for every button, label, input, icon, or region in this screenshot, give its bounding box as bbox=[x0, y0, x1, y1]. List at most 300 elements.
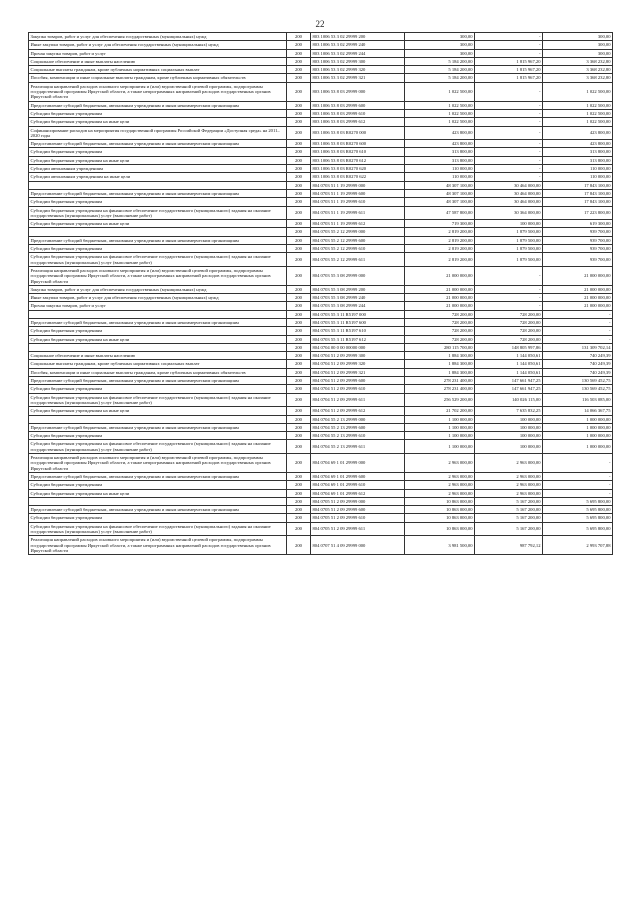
row-org-code-cell: 200 bbox=[287, 536, 311, 555]
row-org-code-cell: 200 bbox=[287, 393, 311, 407]
table-row bbox=[29, 206, 613, 220]
table-row bbox=[29, 126, 613, 140]
row-executed-amount-cell: 1 879 500,00 bbox=[475, 245, 543, 253]
row-executed-amount-cell: 5 167 200,00 bbox=[475, 497, 543, 505]
row-executed-amount-cell: 5 167 200,00 bbox=[475, 522, 543, 536]
row-executed-amount-cell: 148 805 997,86 bbox=[475, 343, 543, 351]
row-budget-code-cell: 803 1006 53 8 03 29999 000 bbox=[311, 82, 405, 101]
row-budget-code-cell: 804 0705 51 2 09 29999 611 bbox=[311, 522, 405, 536]
row-executed-amount-cell: 1 144 050,61 bbox=[475, 368, 543, 376]
row-org-code-cell: 200 bbox=[287, 506, 311, 514]
row-budget-code-cell: 804 0703 55 3 08 29999 200 bbox=[311, 285, 405, 293]
row-approved-amount-cell: 21 000 000,00 bbox=[405, 285, 475, 293]
row-approved-amount-cell: 2 963 000,00 bbox=[405, 454, 475, 473]
row-executed-amount-cell: 1 144 050,61 bbox=[475, 360, 543, 368]
row-budget-code-cell: 803 1006 53 8 03 R0270 610 bbox=[311, 148, 405, 156]
row-executed-amount-cell: 987 792,12 bbox=[475, 536, 543, 555]
row-org-code-cell: 200 bbox=[287, 310, 311, 318]
row-remaining-amount-cell: 423 800,00 bbox=[543, 126, 613, 140]
row-org-code-cell: 200 bbox=[287, 343, 311, 351]
row-executed-amount-cell: 728 200,00 bbox=[475, 335, 543, 343]
row-executed-amount-cell: 30 464 000,00 bbox=[475, 198, 543, 206]
row-approved-amount-cell: 300,00 bbox=[405, 41, 475, 49]
row-name-cell: Предоставление субсидий бюджетным, автономным учреждениям и иным некоммерческим организациям bbox=[29, 318, 287, 326]
row-name-cell: Субсидии бюджетным учреждениям на иные цели bbox=[29, 220, 287, 228]
row-name-cell: Субсидии бюджетным учреждениям на финансовое обеспечение государственного (муниципального) задания на оказание государственных (муниципальных) услуг (выполнение работ) bbox=[29, 393, 287, 407]
row-approved-amount-cell: 728 200,00 bbox=[405, 310, 475, 318]
page-number: 22 bbox=[315, 19, 325, 29]
table-row bbox=[29, 522, 613, 536]
row-remaining-amount-cell: 300,00 bbox=[543, 33, 613, 41]
row-org-code-cell: 200 bbox=[287, 82, 311, 101]
table-row bbox=[29, 407, 613, 415]
row-org-code-cell: 200 bbox=[287, 189, 311, 197]
table-row bbox=[29, 33, 613, 41]
row-org-code-cell: 200 bbox=[287, 206, 311, 220]
row-executed-amount-cell: - bbox=[475, 266, 543, 285]
row-org-code-cell: 200 bbox=[287, 266, 311, 285]
row-remaining-amount-cell: 21 000 000,00 bbox=[543, 294, 613, 302]
row-approved-amount-cell: 5 184 200,00 bbox=[405, 74, 475, 82]
row-name-cell: Софинансирование расходов на мероприятия государственной программы Российской Федерации «Доступная среда» на 2011–2020 годы bbox=[29, 126, 287, 140]
row-org-code-cell: 200 bbox=[287, 173, 311, 181]
row-approved-amount-cell: 10 863 000,00 bbox=[405, 522, 475, 536]
row-budget-code-cell: 804 0703 51 1 19 29999 600 bbox=[311, 189, 405, 197]
row-remaining-amount-cell: 5 695 800,00 bbox=[543, 522, 613, 536]
table-row bbox=[29, 266, 613, 285]
table-row bbox=[29, 514, 613, 522]
row-org-code-cell: 200 bbox=[287, 148, 311, 156]
table-row bbox=[29, 253, 613, 267]
budget-table bbox=[28, 32, 613, 555]
row-org-code-cell: 200 bbox=[287, 245, 311, 253]
row-remaining-amount-cell: 1 022 500,00 bbox=[543, 82, 613, 101]
row-executed-amount-cell: - bbox=[475, 118, 543, 126]
row-budget-code-cell: 804 0703 51 1 19 29999 611 bbox=[311, 206, 405, 220]
row-name-cell: Субсидии бюджетным учреждениям bbox=[29, 514, 287, 522]
row-remaining-amount-cell: 1 000 000,00 bbox=[543, 415, 613, 423]
row-approved-amount-cell: 21 702 200,00 bbox=[405, 407, 475, 415]
row-approved-amount-cell: 110 000,00 bbox=[405, 165, 475, 173]
row-name-cell: Субсидии бюджетным учреждениям на финансовое обеспечение государственного (муниципального) задания на оказание государственных (муниципальных) услуг (выполнение работ) bbox=[29, 206, 287, 220]
table-row bbox=[29, 109, 613, 117]
table-row bbox=[29, 423, 613, 431]
row-executed-amount-cell: 100 000,00 bbox=[475, 432, 543, 440]
row-remaining-amount-cell: 110 000,00 bbox=[543, 173, 613, 181]
table-row bbox=[29, 82, 613, 101]
table-row bbox=[29, 454, 613, 473]
row-approved-amount-cell: 2 963 000,00 bbox=[405, 489, 475, 497]
row-budget-code-cell: 804 0704 51 2 09 29999 320 bbox=[311, 360, 405, 368]
row-executed-amount-cell: 30 464 000,00 bbox=[475, 181, 543, 189]
row-remaining-amount-cell: 5 695 800,00 bbox=[543, 497, 613, 505]
row-name-cell: Закупка товаров, работ и услуг для обеспечения государственных (муниципальных) нужд bbox=[29, 33, 287, 41]
row-budget-code-cell: 804 0704 55 2 13 29999 600 bbox=[311, 423, 405, 431]
table-row bbox=[29, 294, 613, 302]
row-name-cell: Субсидии бюджетным учреждениям bbox=[29, 481, 287, 489]
row-remaining-amount-cell: 1 022 500,00 bbox=[543, 118, 613, 126]
row-budget-code-cell: 804 0704 69 1 01 29999 600 bbox=[311, 472, 405, 480]
row-executed-amount-cell: 100 000,00 bbox=[475, 440, 543, 454]
table-row bbox=[29, 352, 613, 360]
table-row bbox=[29, 66, 613, 74]
row-approved-amount-cell: 313 800,00 bbox=[405, 148, 475, 156]
table-row bbox=[29, 140, 613, 148]
row-executed-amount-cell: - bbox=[475, 285, 543, 293]
row-org-code-cell: 200 bbox=[287, 33, 311, 41]
table-row bbox=[29, 343, 613, 351]
row-org-code-cell: 200 bbox=[287, 302, 311, 310]
row-remaining-amount-cell: - bbox=[543, 481, 613, 489]
row-org-code-cell: 200 bbox=[287, 118, 311, 126]
row-budget-code-cell: 804 0703 51 1 19 29999 610 bbox=[311, 198, 405, 206]
row-executed-amount-cell: 5 167 200,00 bbox=[475, 514, 543, 522]
row-budget-code-cell: 803 1006 53 3 02 29999 244 bbox=[311, 49, 405, 57]
row-remaining-amount-cell: 939 700,00 bbox=[543, 245, 613, 253]
row-executed-amount-cell: 7 635 832,25 bbox=[475, 407, 543, 415]
row-approved-amount-cell: 423 800,00 bbox=[405, 126, 475, 140]
row-name-cell: Субсидии автономным учреждениям bbox=[29, 165, 287, 173]
row-remaining-amount-cell: 130 569 452,75 bbox=[543, 377, 613, 385]
row-approved-amount-cell: 21 000 000,00 bbox=[405, 266, 475, 285]
row-budget-code-cell: 803 1006 53 8 03 R0270 612 bbox=[311, 156, 405, 164]
row-budget-code-cell: 804 0703 51 1 19 29999 612 bbox=[311, 220, 405, 228]
row-remaining-amount-cell: 300,00 bbox=[543, 49, 613, 57]
row-name-cell: Субсидии бюджетным учреждениям bbox=[29, 385, 287, 393]
row-name-cell: Субсидии бюджетным учреждениям bbox=[29, 198, 287, 206]
table-row bbox=[29, 101, 613, 109]
row-remaining-amount-cell: 423 800,00 bbox=[543, 140, 613, 148]
row-name-cell: Субсидии бюджетным учреждениям на иные цели bbox=[29, 335, 287, 343]
row-executed-amount-cell: 100 000,00 bbox=[475, 220, 543, 228]
row-remaining-amount-cell: 740 249,39 bbox=[543, 368, 613, 376]
row-approved-amount-cell: 2 963 000,00 bbox=[405, 481, 475, 489]
row-executed-amount-cell: - bbox=[475, 294, 543, 302]
row-remaining-amount-cell: 740 249,39 bbox=[543, 360, 613, 368]
row-executed-amount-cell: 1 815 967,20 bbox=[475, 57, 543, 65]
row-budget-code-cell: 804 0703 51 1 19 29999 000 bbox=[311, 181, 405, 189]
row-approved-amount-cell: 1 022 500,00 bbox=[405, 101, 475, 109]
table-row bbox=[29, 310, 613, 318]
row-budget-code-cell: 804 0704 55 2 13 29999 000 bbox=[311, 415, 405, 423]
row-name-cell: Социальное обеспечение и иные выплаты населению bbox=[29, 352, 287, 360]
row-org-code-cell: 200 bbox=[287, 360, 311, 368]
row-org-code-cell: 200 bbox=[287, 423, 311, 431]
row-org-code-cell: 200 bbox=[287, 181, 311, 189]
row-name-cell: Социальное обеспечение и иные выплаты населению bbox=[29, 57, 287, 65]
row-org-code-cell: 200 bbox=[287, 285, 311, 293]
row-budget-code-cell: 804 0705 51 2 09 29999 000 bbox=[311, 497, 405, 505]
row-budget-code-cell: 804 0704 51 2 09 29999 300 bbox=[311, 352, 405, 360]
row-executed-amount-cell: - bbox=[475, 302, 543, 310]
row-name-cell: Субсидии бюджетным учреждениям bbox=[29, 148, 287, 156]
row-name-cell bbox=[29, 415, 287, 423]
row-remaining-amount-cell: 939 700,00 bbox=[543, 253, 613, 267]
row-approved-amount-cell: 300,00 bbox=[405, 49, 475, 57]
row-remaining-amount-cell: - bbox=[543, 335, 613, 343]
table-row bbox=[29, 236, 613, 244]
row-budget-code-cell: 804 0704 69 1 01 29999 612 bbox=[311, 489, 405, 497]
row-remaining-amount-cell: 3 368 232,80 bbox=[543, 74, 613, 82]
row-remaining-amount-cell: 1 000 000,00 bbox=[543, 440, 613, 454]
row-budget-code-cell: 804 0704 51 2 09 29999 321 bbox=[311, 368, 405, 376]
table-row bbox=[29, 432, 613, 440]
row-executed-amount-cell: - bbox=[475, 41, 543, 49]
row-approved-amount-cell: 728 200,00 bbox=[405, 335, 475, 343]
table-row bbox=[29, 198, 613, 206]
row-name-cell: Реализация направлений расходов основного мероприятия и (или) ведомственной целевой программы, подпрограммы государственной программы Иркутской области, а также непрограммных направлений расходов государственных органов Иркутской области bbox=[29, 454, 287, 473]
row-approved-amount-cell: 1 100 000,00 bbox=[405, 415, 475, 423]
row-budget-code-cell: 804 0704 69 1 01 29999 000 bbox=[311, 454, 405, 473]
row-executed-amount-cell: 147 661 947,25 bbox=[475, 377, 543, 385]
row-remaining-amount-cell: 1 022 500,00 bbox=[543, 109, 613, 117]
table-row bbox=[29, 49, 613, 57]
row-executed-amount-cell: - bbox=[475, 140, 543, 148]
row-org-code-cell: 200 bbox=[287, 335, 311, 343]
row-approved-amount-cell: 1 100 000,00 bbox=[405, 423, 475, 431]
row-budget-code-cell: 803 1006 53 3 02 29999 321 bbox=[311, 74, 405, 82]
row-org-code-cell: 200 bbox=[287, 432, 311, 440]
row-budget-code-cell: 803 1006 53 3 02 29999 300 bbox=[311, 57, 405, 65]
row-budget-code-cell: 804 0703 55 3 11 R5197 600 bbox=[311, 318, 405, 326]
row-name-cell: Субсидии бюджетным учреждениям на финансовое обеспечение государственного (муниципального) задания на оказание государственных (муниципальных) услуг (выполнение работ) bbox=[29, 253, 287, 267]
row-name-cell: Пособия, компенсации и иные социальные выплаты гражданам, кроме публичных нормативных обязательств bbox=[29, 74, 287, 82]
row-approved-amount-cell: 21 000 000,00 bbox=[405, 294, 475, 302]
row-org-code-cell: 200 bbox=[287, 165, 311, 173]
row-name-cell: Предоставление субсидий бюджетным, автономным учреждениям и иным некоммерческим организациям bbox=[29, 189, 287, 197]
row-name-cell: Предоставление субсидий бюджетным, автономным учреждениям и иным некоммерческим организациям bbox=[29, 423, 287, 431]
table-row bbox=[29, 318, 613, 326]
row-remaining-amount-cell: 1 022 500,00 bbox=[543, 101, 613, 109]
row-remaining-amount-cell: 17 223 800,00 bbox=[543, 206, 613, 220]
row-name-cell bbox=[29, 497, 287, 505]
row-approved-amount-cell: 1 022 500,00 bbox=[405, 109, 475, 117]
row-budget-code-cell: 803 1006 53 3 02 29999 240 bbox=[311, 41, 405, 49]
row-budget-code-cell: 804 0704 51 2 09 29999 611 bbox=[311, 393, 405, 407]
table-row bbox=[29, 302, 613, 310]
row-approved-amount-cell: 48 307 100,00 bbox=[405, 189, 475, 197]
row-budget-code-cell: 804 0704 55 2 13 29999 611 bbox=[311, 440, 405, 454]
row-approved-amount-cell: 719 300,00 bbox=[405, 220, 475, 228]
row-remaining-amount-cell: - bbox=[543, 310, 613, 318]
row-org-code-cell: 200 bbox=[287, 440, 311, 454]
row-name-cell: Субсидии бюджетным учреждениям bbox=[29, 109, 287, 117]
row-approved-amount-cell: 3 981 500,00 bbox=[405, 536, 475, 555]
row-name-cell: Предоставление субсидий бюджетным, автономным учреждениям и иным некоммерческим организациям bbox=[29, 506, 287, 514]
row-org-code-cell: 200 bbox=[287, 220, 311, 228]
row-approved-amount-cell: 1 100 000,00 bbox=[405, 440, 475, 454]
table-row bbox=[29, 220, 613, 228]
row-budget-code-cell: 804 0703 55 3 11 R5197 610 bbox=[311, 327, 405, 335]
row-org-code-cell: 200 bbox=[287, 236, 311, 244]
row-executed-amount-cell: 728 200,00 bbox=[475, 310, 543, 318]
row-org-code-cell: 200 bbox=[287, 522, 311, 536]
row-budget-code-cell: 804 0704 69 1 01 29999 610 bbox=[311, 481, 405, 489]
row-org-code-cell: 200 bbox=[287, 489, 311, 497]
table-row bbox=[29, 327, 613, 335]
row-approved-amount-cell: 300,00 bbox=[405, 33, 475, 41]
row-remaining-amount-cell: 17 843 100,00 bbox=[543, 198, 613, 206]
row-executed-amount-cell: 728 200,00 bbox=[475, 318, 543, 326]
row-remaining-amount-cell: 1 000 000,00 bbox=[543, 423, 613, 431]
table-row bbox=[29, 148, 613, 156]
row-name-cell: Реализация направлений расходов основного мероприятия и (или) ведомственной целевой программы, подпрограммы государственной программы Иркутской области, а также непрограммных направлений расходов государственных органов Иркутской области bbox=[29, 266, 287, 285]
row-name-cell bbox=[29, 343, 287, 351]
row-name-cell: Предоставление субсидий бюджетным, автономным учреждениям и иным некоммерческим организациям bbox=[29, 101, 287, 109]
row-name-cell: Субсидии бюджетным учреждениям bbox=[29, 327, 287, 335]
row-budget-code-cell: 804 0705 51 2 09 29999 610 bbox=[311, 514, 405, 522]
row-approved-amount-cell: 47 587 800,00 bbox=[405, 206, 475, 220]
row-name-cell: Субсидии бюджетным учреждениям на иные цели bbox=[29, 156, 287, 164]
row-org-code-cell: 200 bbox=[287, 109, 311, 117]
row-executed-amount-cell: 1 815 967,20 bbox=[475, 66, 543, 74]
row-name-cell: Прочая закупка товаров, работ и услуг bbox=[29, 302, 287, 310]
row-budget-code-cell: 803 1006 53 8 03 R0270 000 bbox=[311, 126, 405, 140]
row-remaining-amount-cell: 21 000 000,00 bbox=[543, 285, 613, 293]
row-executed-amount-cell: 1 879 500,00 bbox=[475, 228, 543, 236]
row-remaining-amount-cell: 5 695 800,00 bbox=[543, 506, 613, 514]
row-approved-amount-cell: 1 884 300,00 bbox=[405, 368, 475, 376]
row-executed-amount-cell: 100 000,00 bbox=[475, 423, 543, 431]
row-name-cell: Предоставление субсидий бюджетным, автономным учреждениям и иным некоммерческим организациям bbox=[29, 472, 287, 480]
row-executed-amount-cell: - bbox=[475, 156, 543, 164]
row-remaining-amount-cell: 5 695 800,00 bbox=[543, 514, 613, 522]
row-name-cell: Субсидии автономным учреждениям на иные цели bbox=[29, 173, 287, 181]
row-approved-amount-cell: 1 884 300,00 bbox=[405, 352, 475, 360]
row-name-cell bbox=[29, 181, 287, 189]
row-approved-amount-cell: 1 022 500,00 bbox=[405, 82, 475, 101]
row-executed-amount-cell: 2 963 000,00 bbox=[475, 454, 543, 473]
table-row bbox=[29, 335, 613, 343]
row-executed-amount-cell: - bbox=[475, 148, 543, 156]
row-org-code-cell: 200 bbox=[287, 377, 311, 385]
row-remaining-amount-cell: - bbox=[543, 454, 613, 473]
row-name-cell: Предоставление субсидий бюджетным, автономным учреждениям и иным некоммерческим организациям bbox=[29, 140, 287, 148]
table-row bbox=[29, 377, 613, 385]
row-executed-amount-cell: 2 963 000,00 bbox=[475, 489, 543, 497]
row-executed-amount-cell: 100 000,00 bbox=[475, 415, 543, 423]
row-remaining-amount-cell: 939 700,00 bbox=[543, 236, 613, 244]
row-org-code-cell: 200 bbox=[287, 514, 311, 522]
row-approved-amount-cell: 280 115 700,00 bbox=[405, 343, 475, 351]
row-remaining-amount-cell: 2 993 707,88 bbox=[543, 536, 613, 555]
row-budget-code-cell: 803 1006 53 8 03 29999 610 bbox=[311, 109, 405, 117]
row-approved-amount-cell: 10 863 000,00 bbox=[405, 497, 475, 505]
table-row bbox=[29, 536, 613, 555]
row-remaining-amount-cell: - bbox=[543, 327, 613, 335]
row-org-code-cell: 200 bbox=[287, 126, 311, 140]
row-org-code-cell: 200 bbox=[287, 318, 311, 326]
row-executed-amount-cell: - bbox=[475, 173, 543, 181]
row-budget-code-cell: 803 1006 53 8 03 R0270 622 bbox=[311, 173, 405, 181]
row-name-cell: Социальные выплаты гражданам, кроме публичных нормативных социальных выплат bbox=[29, 66, 287, 74]
row-remaining-amount-cell: - bbox=[543, 318, 613, 326]
row-remaining-amount-cell: 1 000 000,00 bbox=[543, 432, 613, 440]
table-row bbox=[29, 173, 613, 181]
row-executed-amount-cell: 1 144 050,61 bbox=[475, 352, 543, 360]
row-name-cell: Субсидии бюджетным учреждениям bbox=[29, 432, 287, 440]
table-row bbox=[29, 285, 613, 293]
row-org-code-cell: 200 bbox=[287, 253, 311, 267]
row-budget-code-cell: 804 0703 55 3 08 29999 000 bbox=[311, 266, 405, 285]
row-org-code-cell: 200 bbox=[287, 497, 311, 505]
row-org-code-cell: 200 bbox=[287, 198, 311, 206]
row-executed-amount-cell: 1 879 500,00 bbox=[475, 253, 543, 267]
table-row bbox=[29, 415, 613, 423]
table-row bbox=[29, 74, 613, 82]
table-row bbox=[29, 41, 613, 49]
row-remaining-amount-cell: 3 368 232,80 bbox=[543, 57, 613, 65]
row-org-code-cell: 200 bbox=[287, 140, 311, 148]
row-executed-amount-cell: 1 879 500,00 bbox=[475, 236, 543, 244]
table-row bbox=[29, 245, 613, 253]
row-budget-code-cell: 804 0703 55 2 12 29999 600 bbox=[311, 236, 405, 244]
row-approved-amount-cell: 256 529 200,00 bbox=[405, 393, 475, 407]
row-approved-amount-cell: 10 863 000,00 bbox=[405, 506, 475, 514]
row-budget-code-cell: 804 0703 55 2 12 29999 610 bbox=[311, 245, 405, 253]
row-org-code-cell: 200 bbox=[287, 294, 311, 302]
row-budget-code-cell: 804 0704 00 0 00 00000 000 bbox=[311, 343, 405, 351]
row-name-cell: Субсидии бюджетным учреждениям на иные цели bbox=[29, 489, 287, 497]
row-name-cell bbox=[29, 310, 287, 318]
row-org-code-cell: 200 bbox=[287, 327, 311, 335]
row-remaining-amount-cell: 300,00 bbox=[543, 41, 613, 49]
row-org-code-cell: 200 bbox=[287, 368, 311, 376]
row-remaining-amount-cell: 619 300,00 bbox=[543, 220, 613, 228]
row-approved-amount-cell: 5 184 200,00 bbox=[405, 66, 475, 74]
row-executed-amount-cell: 140 026 115,00 bbox=[475, 393, 543, 407]
row-org-code-cell: 200 bbox=[287, 101, 311, 109]
budget-table-body bbox=[29, 33, 613, 555]
row-budget-code-cell: 804 0703 55 3 08 29999 240 bbox=[311, 294, 405, 302]
row-executed-amount-cell: - bbox=[475, 109, 543, 117]
row-executed-amount-cell: 30 464 000,00 bbox=[475, 189, 543, 197]
row-name-cell: Иные закупки товаров, работ и услуг для обеспечения государственных (муниципальных) нужд bbox=[29, 41, 287, 49]
row-approved-amount-cell: 278 231 400,00 bbox=[405, 385, 475, 393]
row-name-cell: Пособия, компенсации и иные социальные выплаты гражданам, кроме публичных нормативных обязательств bbox=[29, 368, 287, 376]
row-executed-amount-cell: 147 661 947,25 bbox=[475, 385, 543, 393]
row-name-cell: Субсидии бюджетным учреждениям на иные цели bbox=[29, 118, 287, 126]
row-executed-amount-cell: - bbox=[475, 165, 543, 173]
row-approved-amount-cell: 1 100 000,00 bbox=[405, 432, 475, 440]
row-approved-amount-cell: 728 200,00 bbox=[405, 327, 475, 335]
row-budget-code-cell: 804 0704 51 2 09 29999 600 bbox=[311, 377, 405, 385]
row-remaining-amount-cell: 130 569 452,75 bbox=[543, 385, 613, 393]
row-org-code-cell: 200 bbox=[287, 57, 311, 65]
row-org-code-cell: 200 bbox=[287, 74, 311, 82]
row-remaining-amount-cell: 116 503 085,00 bbox=[543, 393, 613, 407]
row-executed-amount-cell: - bbox=[475, 126, 543, 140]
row-name-cell: Субсидии бюджетным учреждениям bbox=[29, 245, 287, 253]
row-org-code-cell: 200 bbox=[287, 352, 311, 360]
row-name-cell bbox=[29, 228, 287, 236]
row-remaining-amount-cell: - bbox=[543, 489, 613, 497]
row-budget-code-cell: 804 0704 55 2 13 29999 610 bbox=[311, 432, 405, 440]
table-row bbox=[29, 368, 613, 376]
row-org-code-cell: 200 bbox=[287, 66, 311, 74]
row-approved-amount-cell: 1 884 300,00 bbox=[405, 360, 475, 368]
row-executed-amount-cell: 5 167 200,00 bbox=[475, 506, 543, 514]
row-approved-amount-cell: 2 819 200,00 bbox=[405, 228, 475, 236]
row-budget-code-cell: 804 0704 51 2 09 29999 610 bbox=[311, 385, 405, 393]
row-budget-code-cell: 804 0703 55 3 11 R5197 612 bbox=[311, 335, 405, 343]
row-approved-amount-cell: 728 200,00 bbox=[405, 318, 475, 326]
row-name-cell: Прочая закупка товаров, работ и услуг bbox=[29, 49, 287, 57]
row-remaining-amount-cell: - bbox=[543, 472, 613, 480]
table-row bbox=[29, 165, 613, 173]
table-row bbox=[29, 489, 613, 497]
row-approved-amount-cell: 2 819 200,00 bbox=[405, 236, 475, 244]
